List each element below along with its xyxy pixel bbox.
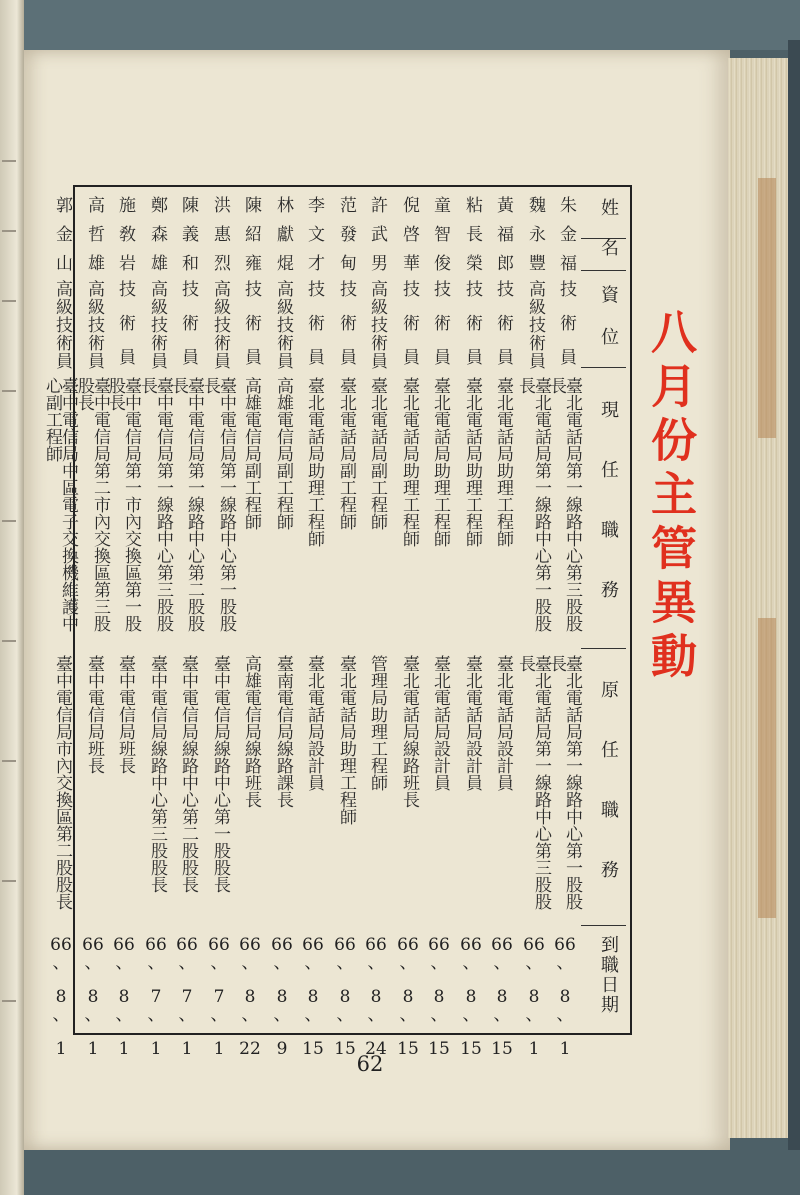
record-name: 黃福郎 (493, 196, 513, 283)
record-name: 粘長榮 (462, 196, 482, 283)
record-current-position: 臺中電信局第二市內交換區第三股 (90, 377, 110, 632)
record-qualification: 技術員 (241, 280, 261, 382)
page-title: 八月份主管異動 (644, 308, 698, 686)
record-qualification: 技術員 (336, 280, 356, 382)
record-name: 魏永豐 (525, 196, 545, 283)
record-date: 66 、 7 、 1 (176, 935, 198, 1059)
record-name: 施敎岩 (115, 196, 135, 283)
record-current-position: 臺中電信局中區電子交換機維護中 (58, 377, 78, 632)
record-date: 66 、 8 、 15 (334, 935, 356, 1059)
record-date: 66 、 8 、 1 (523, 935, 545, 1059)
record-current-position: 臺北電話局第一線路中心第三股股 (562, 377, 582, 632)
record-name: 鄭森雄 (147, 196, 167, 283)
header-rule (581, 925, 626, 926)
record-previous-position: 臺中電信局市內交換區第二股股長 (52, 655, 72, 910)
record-current-position: 臺中電信局第一線路中心第一股股 (216, 377, 236, 632)
book-cover (788, 40, 800, 1150)
record-qualification: 技術員 (178, 280, 198, 382)
record-current-position: 心副工程師 (42, 377, 62, 462)
record-previous-position: 高雄電信局線路班長 (241, 655, 261, 808)
record-qualification: 技術員 (115, 280, 135, 382)
record-previous-position: 臺北電話局設計員 (462, 655, 482, 791)
record-current-position: 臺北電話局助理工程師 (399, 377, 419, 547)
record-name: 李文才 (304, 196, 324, 283)
record-qualification: 高級技術員 (367, 280, 387, 370)
record-date: 66 、 8 、 15 (491, 935, 513, 1059)
facing-page-edge (0, 0, 24, 1195)
record-date: 66 、 8 、 15 (460, 935, 482, 1059)
record-qualification: 技術員 (462, 280, 482, 382)
record-current-position: 臺北電話局助理工程師 (430, 377, 450, 547)
record-name: 陳紹雍 (241, 196, 261, 283)
record-date: 66 、 8 、 9 (271, 935, 293, 1059)
record-previous-position: 長 (515, 655, 535, 672)
page-edges (728, 58, 788, 1138)
record-current-position: 臺中電信局第一線路中心第三股股 (153, 377, 173, 632)
record-qualification: 高級技術員 (210, 280, 230, 370)
record-name: 范發甸 (336, 196, 356, 283)
header-current-position: 現任職務 (598, 400, 619, 640)
record-date: 66 、 7 、 1 (208, 935, 230, 1059)
record-qualification: 高級技術員 (84, 280, 104, 370)
header-rule (581, 648, 626, 649)
record-name: 高哲雄 (84, 196, 104, 283)
record-name: 郭金山 (52, 196, 72, 283)
record-name: 童智俊 (430, 196, 450, 283)
record-previous-position: 臺北電話局設計員 (430, 655, 450, 791)
record-name: 朱金福 (556, 196, 576, 283)
record-previous-position: 臺中電信局線路中心第一股股長 (210, 655, 230, 893)
record-date: 66 、 8 、 1 (82, 935, 104, 1059)
record-current-position: 股長 (105, 377, 125, 411)
record-qualification: 技術員 (430, 280, 450, 382)
record-current-position: 長 (546, 377, 566, 394)
record-date: 66 、 8 、 22 (239, 935, 261, 1059)
record-current-position: 臺中電信局第一市內交換區第一股 (121, 377, 141, 632)
record-current-position: 長 (168, 377, 188, 394)
record-name: 林獻焜 (273, 196, 293, 283)
record-name: 陳義和 (178, 196, 198, 283)
record-name: 洪惠烈 (210, 196, 230, 283)
record-current-position: 臺北電話局助理工程師 (493, 377, 513, 547)
record-previous-position: 管理局助理工程師 (367, 655, 387, 791)
record-date: 66 、 8 、 15 (428, 935, 450, 1059)
record-current-position: 高雄電信局副工程師 (273, 377, 293, 530)
header-previous-position: 原任職務 (598, 680, 619, 920)
record-qualification: 技術員 (556, 280, 576, 382)
record-current-position: 臺北電話局副工程師 (336, 377, 356, 530)
record-date: 66 、 8 、 1 (554, 935, 576, 1059)
record-previous-position: 臺中電信局線路中心第二股股長 (178, 655, 198, 893)
record-date: 66 、 8 、 1 (113, 935, 135, 1059)
record-name: 倪啓華 (399, 196, 419, 283)
record-previous-position: 臺中電信局班長 (115, 655, 135, 774)
record-previous-position: 臺北電話局助理工程師 (336, 655, 356, 825)
record-current-position: 臺北電話局副工程師 (367, 377, 387, 530)
record-current-position: 股長 (74, 377, 94, 411)
record-previous-position: 臺北電話局設計員 (304, 655, 324, 791)
record-previous-position: 臺北電話局第一線路中心第三股股 (531, 655, 551, 910)
record-previous-position: 臺北電話局第一線路中心第一股股 (562, 655, 582, 910)
record-previous-position: 長 (546, 655, 566, 672)
record-current-position: 臺北電話局助理工程師 (304, 377, 324, 547)
record-current-position: 長 (137, 377, 157, 394)
header-date: 到職日期 (598, 935, 619, 1015)
record-current-position: 臺北電話局第一線路中心第一股股 (531, 377, 551, 632)
record-current-position: 臺中電信局第一線路中心第二股股 (184, 377, 204, 632)
record-date: 66 、 8 、 24 (365, 935, 387, 1059)
record-date: 66 、 8 、 15 (397, 935, 419, 1059)
record-previous-position: 臺北電話局設計員 (493, 655, 513, 791)
record-current-position: 臺北電話局助理工程師 (462, 377, 482, 547)
record-qualification: 高級技術員 (273, 280, 293, 370)
record-previous-position: 臺中電信局線路中心第三股股長 (147, 655, 167, 893)
record-current-position: 高雄電信局副工程師 (241, 377, 261, 530)
record-name: 許武男 (367, 196, 387, 283)
record-date: 66 、 8 、 1 (50, 935, 72, 1059)
record-qualification: 高級技術員 (147, 280, 167, 370)
record-qualification: 技術員 (304, 280, 324, 382)
record-qualification: 技術員 (399, 280, 419, 382)
header-name: 姓名 (598, 198, 619, 278)
header-qualification: 資位 (598, 285, 619, 369)
background-band (0, 0, 800, 50)
record-qualification: 高級技術員 (52, 280, 72, 370)
record-previous-position: 臺北電話局線路班長 (399, 655, 419, 808)
record-current-position: 長 (200, 377, 220, 394)
page-number: 62 (356, 1052, 384, 1076)
record-qualification: 技術員 (493, 280, 513, 382)
record-qualification: 高級技術員 (525, 280, 545, 370)
record-date: 66 、 7 、 1 (145, 935, 167, 1059)
record-previous-position: 臺中電信局班長 (84, 655, 104, 774)
record-current-position: 長 (515, 377, 535, 394)
record-date: 66 、 8 、 15 (302, 935, 324, 1059)
record-previous-position: 臺南電信局線路課長 (273, 655, 293, 808)
